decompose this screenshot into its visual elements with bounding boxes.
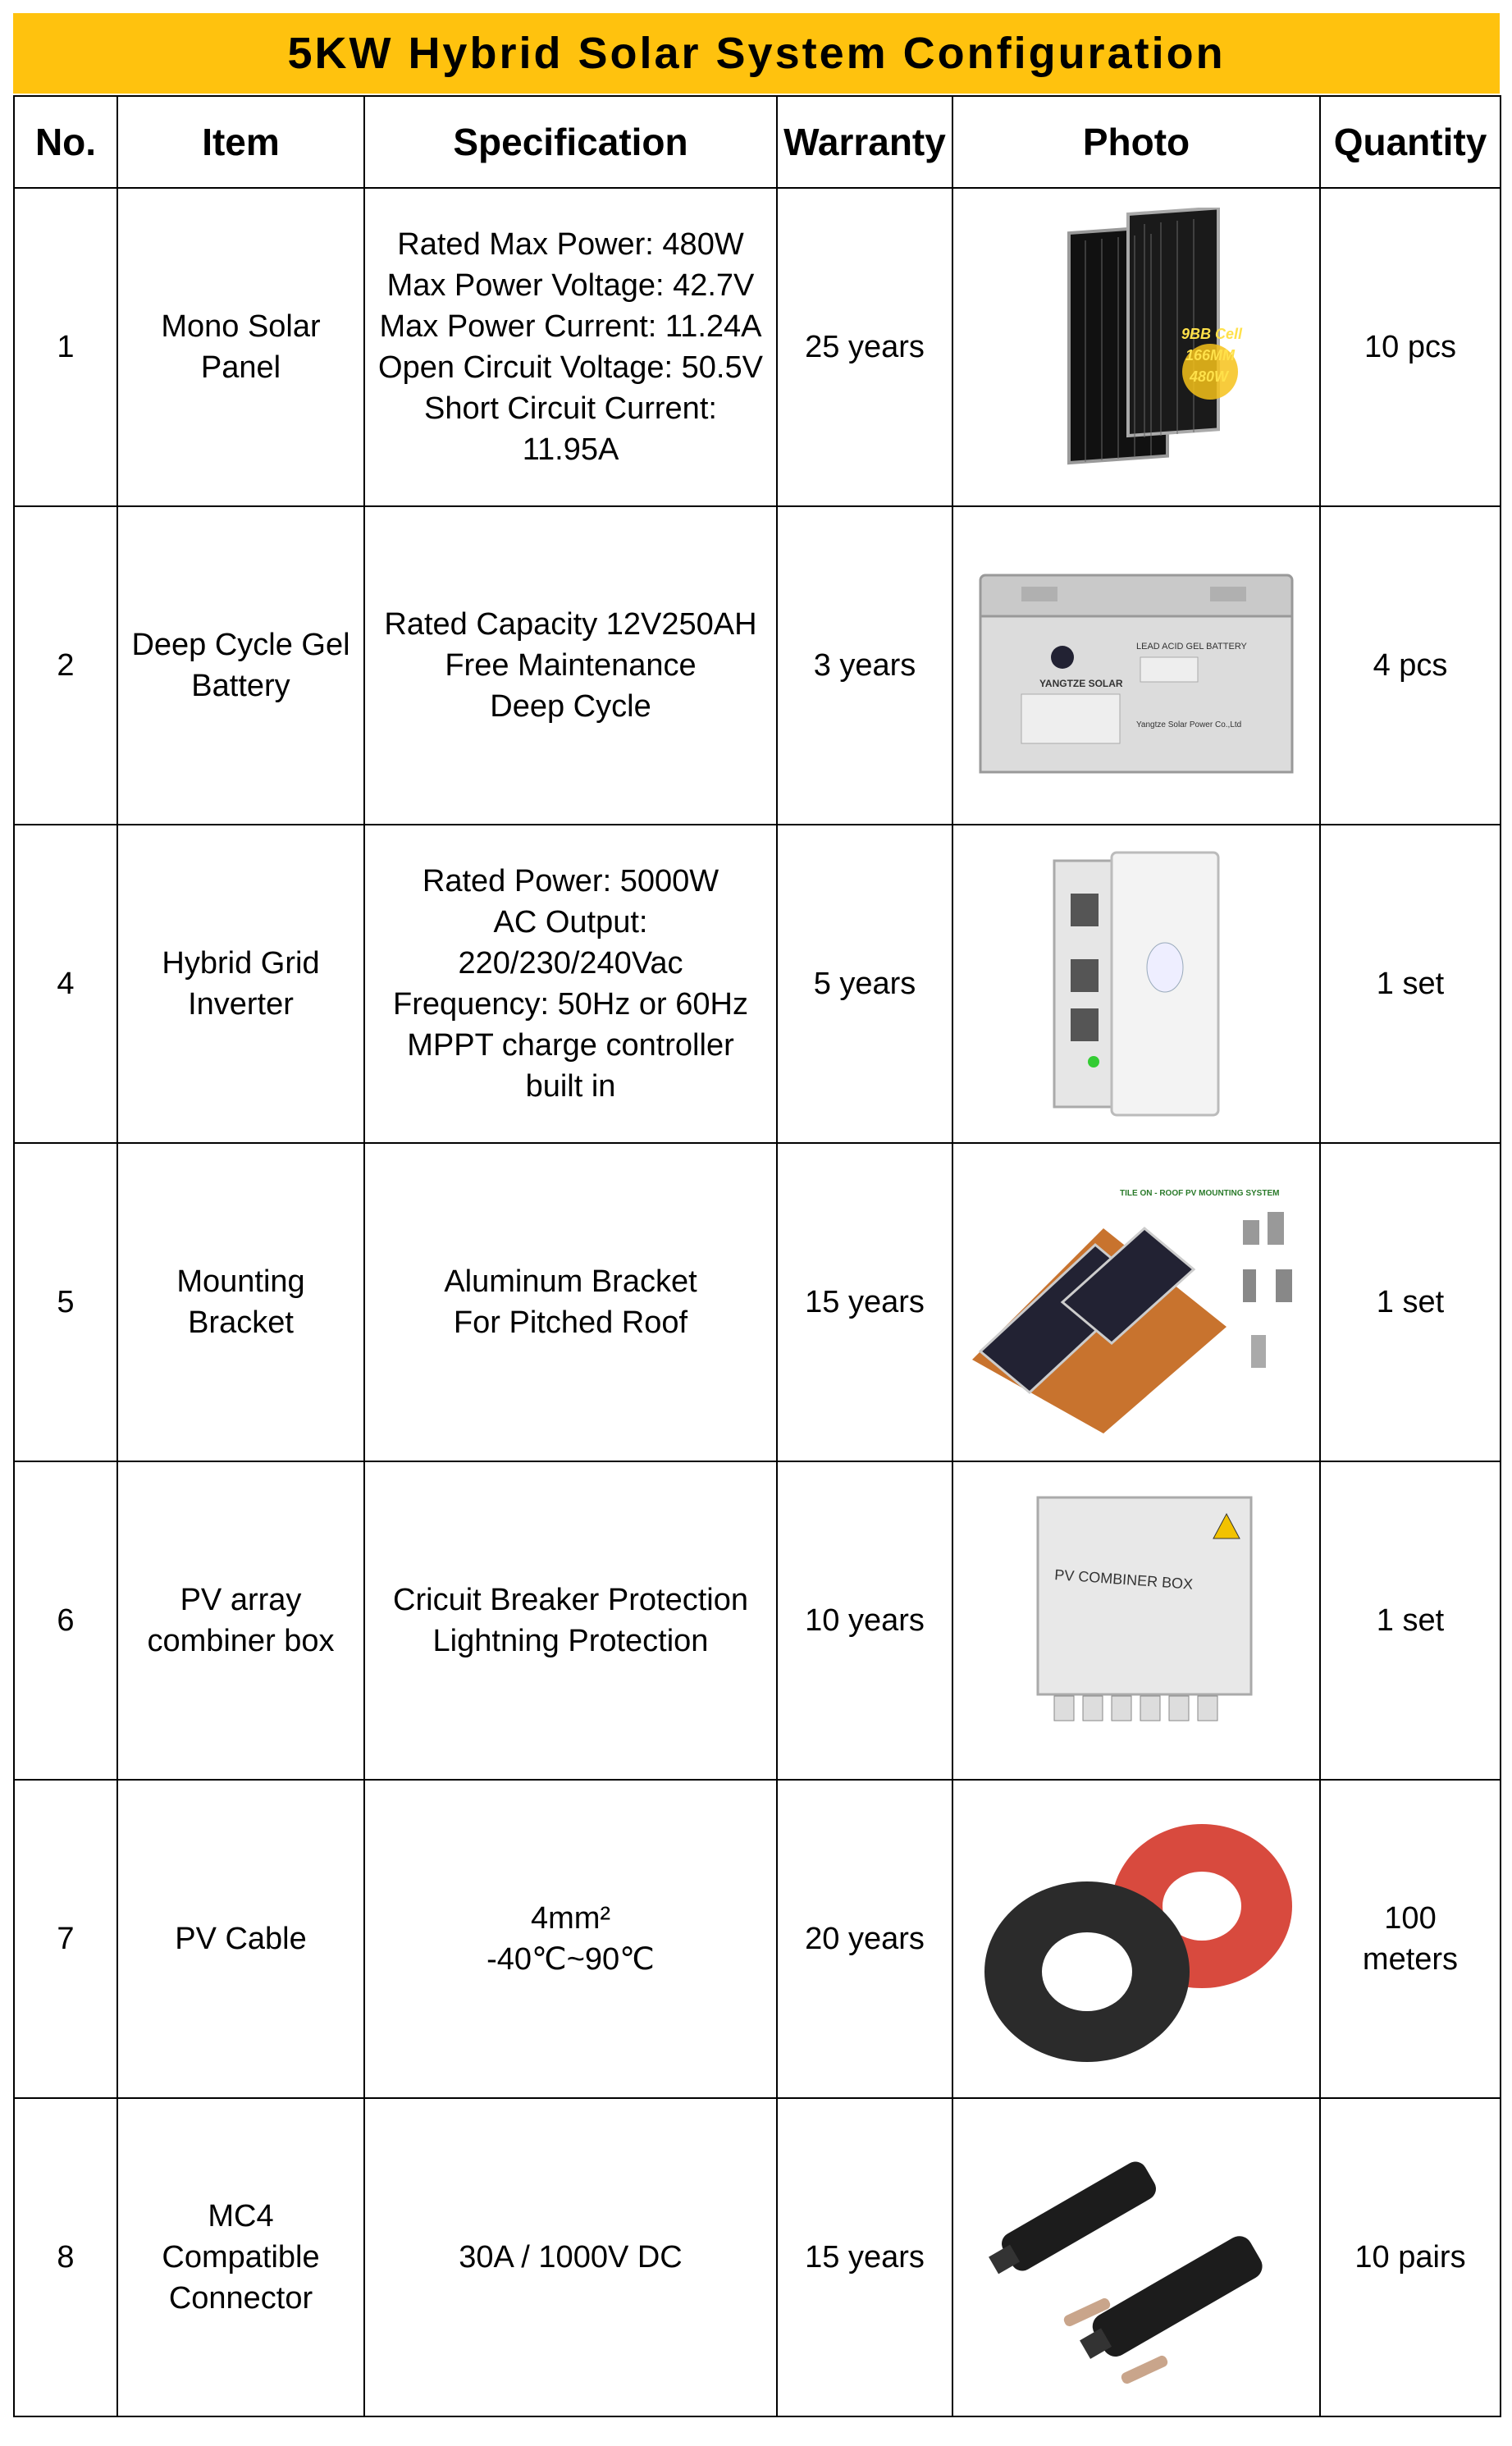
cell-item <box>117 506 364 825</box>
cell-quantity <box>1320 1780 1501 2098</box>
cell-item <box>117 1461 364 1780</box>
panel-label: 480W <box>1190 368 1229 385</box>
cell-quantity <box>1320 1143 1501 1461</box>
battery-type: LEAD ACID GEL BATTERY <box>1136 642 1247 652</box>
item-line: Battery <box>191 669 290 703</box>
cell-item <box>117 188 364 506</box>
spec-line: Rated Max Power: 480W <box>397 227 744 262</box>
cell-spec <box>364 188 777 506</box>
cell-photo <box>952 825 1320 1143</box>
cell-item <box>117 1780 364 2098</box>
cell-warranty: 20 years <box>777 1780 952 2098</box>
spec-line: Rated Capacity 12V250AH <box>384 607 757 642</box>
cell-no: 5 <box>14 1143 117 1461</box>
item-line: Mono Solar <box>161 309 321 344</box>
spec-line: -40℃~90℃ <box>486 1942 655 1977</box>
item-line: MC4 <box>208 2199 274 2233</box>
battery-photo <box>964 526 1309 805</box>
cell-no: 7 <box>14 1780 117 2098</box>
spec-line: Cricuit Breaker Protection <box>393 1583 748 1617</box>
spec-line: Lightning Protection <box>432 1624 709 1658</box>
header-quantity: Quantity <box>1320 96 1501 188</box>
table-row <box>14 1461 1501 1780</box>
pv-cable-photo <box>964 1799 1309 2078</box>
title-bar <box>13 13 1500 94</box>
cell-photo <box>952 1461 1320 1780</box>
item-line: Mounting <box>176 1264 305 1299</box>
spec-line: Short Circuit Current: <box>424 391 717 426</box>
cell-no: 8 <box>14 2098 117 2416</box>
spec-line: Open Circuit Voltage: 50.5V <box>378 350 763 385</box>
quantity-line: 1 set <box>1376 1285 1445 1319</box>
cell-quantity <box>1320 1461 1501 1780</box>
cell-item <box>117 2098 364 2416</box>
cell-quantity <box>1320 506 1501 825</box>
item-line: Deep Cycle Gel <box>131 628 350 662</box>
item-line: Bracket <box>188 1305 294 1340</box>
configuration-table <box>13 95 1501 2417</box>
spec-line: Frequency: 50Hz or 60Hz <box>393 987 748 1022</box>
quantity-line: 1 set <box>1376 967 1445 1001</box>
cell-quantity <box>1320 825 1501 1143</box>
item-line: PV Cable <box>175 1922 307 1956</box>
spec-line: Max Power Current: 11.24A <box>379 309 762 344</box>
quantity-line: 10 pairs <box>1354 2240 1466 2275</box>
cell-warranty: 10 years <box>777 1461 952 1780</box>
table-row <box>14 506 1501 825</box>
panel-label: 9BB Cell <box>1181 326 1243 342</box>
spec-line: 11.95A <box>522 432 619 467</box>
item-line: Panel <box>200 350 281 385</box>
spec-line: MPPT charge controller <box>407 1028 734 1063</box>
item-line: Connector <box>168 2281 313 2316</box>
solar-panel-photo <box>964 208 1309 487</box>
table-row <box>14 825 1501 1143</box>
quantity-line: meters <box>1362 1942 1459 1977</box>
cell-quantity <box>1320 2098 1501 2416</box>
table-row <box>14 188 1501 506</box>
cell-no: 2 <box>14 506 117 825</box>
spec-line: For Pitched Roof <box>453 1305 688 1340</box>
cell-no: 6 <box>14 1461 117 1780</box>
cell-warranty: 5 years <box>777 825 952 1143</box>
spec-line: Deep Cycle <box>490 689 651 724</box>
cell-spec <box>364 825 777 1143</box>
mounting-bracket-photo <box>964 1163 1309 1442</box>
item-line: PV array <box>180 1583 302 1617</box>
quantity-line: 4 pcs <box>1373 648 1448 683</box>
table-row <box>14 1143 1501 1461</box>
cell-spec <box>364 1143 777 1461</box>
quantity-line: 100 <box>1384 1901 1437 1936</box>
combiner-box-label: PV COMBINER BOX <box>1053 1566 1194 1593</box>
header-warranty: Warranty <box>777 96 952 188</box>
cell-quantity <box>1320 188 1501 506</box>
cell-item <box>117 1143 364 1461</box>
header-item: Item <box>117 96 364 188</box>
cell-photo <box>952 188 1320 506</box>
cell-photo <box>952 1780 1320 2098</box>
cell-photo <box>952 506 1320 825</box>
item-line: Hybrid Grid <box>162 946 320 981</box>
cell-warranty: 25 years <box>777 188 952 506</box>
cell-spec <box>364 1780 777 2098</box>
cell-warranty: 3 years <box>777 506 952 825</box>
cell-photo <box>952 1143 1320 1461</box>
cell-no: 4 <box>14 825 117 1143</box>
panel-label: 166MM <box>1185 347 1236 363</box>
header-photo: Photo <box>952 96 1320 188</box>
header-specification: Specification <box>364 96 777 188</box>
table-header-row <box>14 96 1501 188</box>
spec-line: Max Power Voltage: 42.7V <box>386 268 755 303</box>
cell-photo <box>952 2098 1320 2416</box>
spec-line: AC Output: <box>493 905 648 940</box>
combiner-box-photo <box>964 1481 1309 1760</box>
inverter-photo <box>964 844 1309 1123</box>
quantity-line: 1 set <box>1376 1603 1445 1638</box>
cell-warranty: 15 years <box>777 2098 952 2416</box>
cell-spec <box>364 506 777 825</box>
table-row <box>14 2098 1501 2416</box>
spec-line: built in <box>525 1069 616 1104</box>
spec-line: Free Maintenance <box>445 648 697 683</box>
spec-line: Aluminum Bracket <box>444 1264 697 1299</box>
cell-item <box>117 825 364 1143</box>
cell-spec <box>364 2098 777 2416</box>
mc4-connector-photo <box>964 2118 1309 2397</box>
battery-brand: YANGTZE SOLAR <box>1039 678 1123 689</box>
cell-no: 1 <box>14 188 117 506</box>
cell-spec <box>364 1461 777 1780</box>
spec-line: 4mm² <box>530 1901 611 1936</box>
table-row <box>14 1780 1501 2098</box>
spec-line: 220/230/240Vac <box>458 946 683 981</box>
spec-line: 30A / 1000V DC <box>459 2240 683 2275</box>
spec-line: Rated Power: 5000W <box>422 864 719 898</box>
page-title: 5KW Hybrid Solar System Configuration <box>287 29 1226 78</box>
battery-maker: Yangtze Solar Power Co.,Ltd <box>1136 720 1242 729</box>
cell-warranty: 15 years <box>777 1143 952 1461</box>
item-line: Compatible <box>162 2240 320 2275</box>
quantity-line: 10 pcs <box>1364 330 1456 364</box>
item-line: Inverter <box>188 987 294 1022</box>
header-no: No. <box>14 96 117 188</box>
item-line: combiner box <box>147 1624 335 1658</box>
mounting-caption: TILE ON - ROOF PV MOUNTING SYSTEM <box>1120 1189 1280 1198</box>
